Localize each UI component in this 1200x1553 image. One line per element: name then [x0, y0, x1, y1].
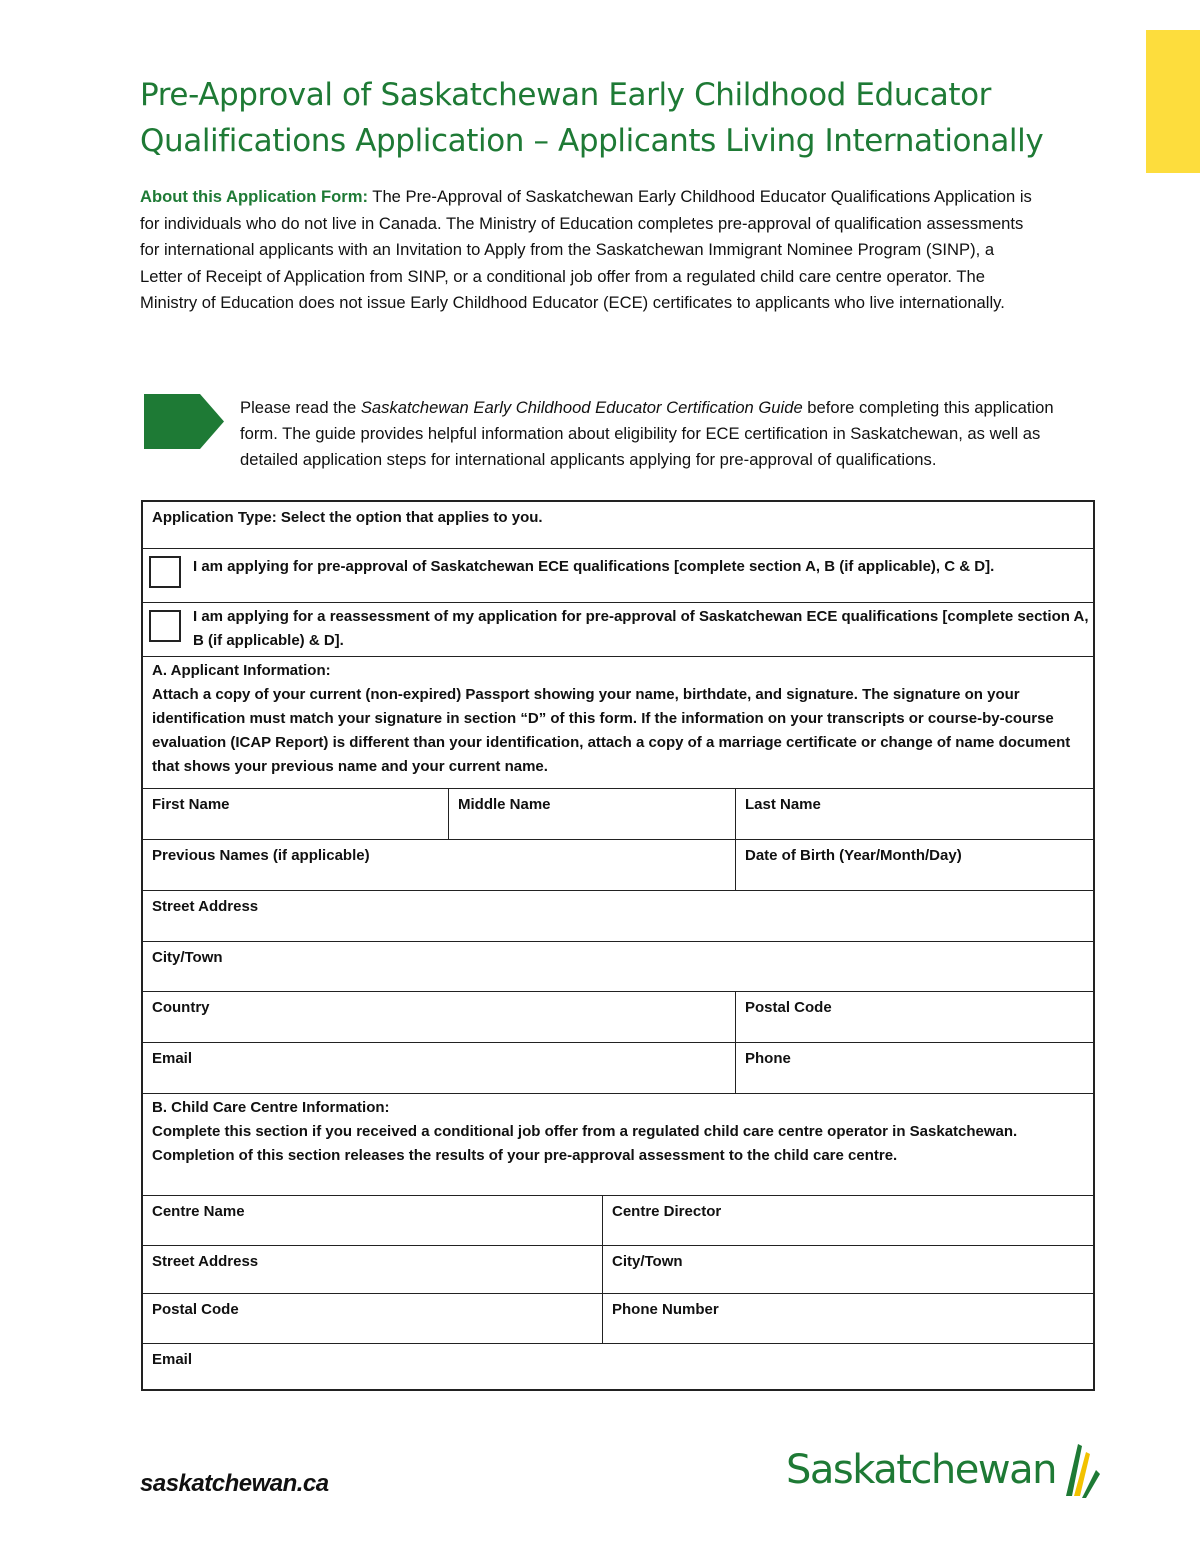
title-line-2: Qualifications Application – Applicants Living Internationally	[140, 123, 1044, 159]
section-b-instructions: Complete this section if you received a conditional job offer from a regulated child care centre operator in Saskatchewan. Completion of this section releases the results of your pre-approval assessment to the child care centre.	[152, 1123, 1018, 1164]
yellow-corner-tab	[1146, 30, 1200, 173]
previous-names-row	[143, 839, 1093, 890]
section-a-instructions: Attach a copy of your current (non-expired) Passport showing your name, birthdate, and signature. The signature on your identification must match your signature in section “D” of this form. If the information on your transcripts or course-by-course evaluation (ICAP Report) is different than your identification, attach a copy of a marriage certificate or change of name document that shows your previous name and your current name.	[152, 686, 1071, 775]
first-name-field[interactable]: First Name	[152, 796, 230, 813]
name-row	[143, 788, 1093, 839]
application-type-row	[143, 502, 1093, 548]
page-title	[140, 72, 1100, 164]
postal-code-field[interactable]: Postal Code	[735, 992, 1093, 1042]
centre-phone-field[interactable]: Phone Number	[602, 1294, 1093, 1343]
application-type-header: Application Type: Select the option that applies to you.	[152, 509, 543, 526]
previous-names-field[interactable]: Previous Names (if applicable)	[152, 847, 370, 864]
note-after: before completing this application form. The guide provides helpful information about eligibility for ECE certification in Saskatchewan, as well as detailed application steps for international applicants applying for pre-approval of qualifications.	[240, 398, 1054, 469]
logo-wordmark: Saskatchewan	[786, 1447, 1056, 1493]
centre-street-field[interactable]: Street Address	[152, 1253, 259, 1270]
option-preapproval-row	[143, 548, 1093, 602]
country-row	[143, 991, 1093, 1042]
centre-email-field[interactable]: Email	[152, 1351, 193, 1368]
option-preapproval-label: I am applying for pre-approval of Saskatchewan ECE qualifications [complete section A, B (if applicable), C & D].	[193, 558, 995, 575]
middle-name-field[interactable]: Middle Name	[448, 789, 735, 839]
centre-postal-row	[143, 1293, 1093, 1343]
arrow-pointer-icon	[144, 394, 224, 449]
centre-email-row	[143, 1343, 1093, 1389]
last-name-field[interactable]: Last Name	[735, 789, 1093, 839]
footer-url[interactable]: saskatchewan.ca	[140, 1470, 329, 1497]
centre-name-field[interactable]: Centre Name	[152, 1203, 245, 1220]
street-address-field[interactable]: Street Address	[152, 898, 259, 915]
city-row	[143, 941, 1093, 991]
section-b-intro	[143, 1094, 1093, 1195]
preapproval-checkbox[interactable]	[149, 556, 181, 588]
centre-city-field[interactable]: City/Town	[602, 1246, 1093, 1293]
note-before: Please read the	[240, 398, 361, 417]
application-form	[141, 500, 1095, 1391]
date-of-birth-field[interactable]: Date of Birth (Year/Month/Day)	[735, 840, 1093, 890]
about-paragraph	[140, 184, 1040, 317]
about-label: About this Application Form:	[140, 187, 368, 206]
section-a-header-row	[143, 656, 1093, 788]
option-reassessment-label: I am applying for a reassessment of my application for pre-approval of Saskatchewan ECE qualifications [complete section A, B (if applicable) & D].	[193, 608, 1089, 649]
city-town-field[interactable]: City/Town	[152, 949, 223, 966]
title-line-1: Pre-Approval of Saskatchewan Early Childhood Educator	[140, 77, 991, 113]
centre-postal-field[interactable]: Postal Code	[152, 1301, 239, 1318]
section-b-title: B. Child Care Centre Information:	[152, 1099, 390, 1116]
section-b-header-row	[143, 1093, 1093, 1195]
phone-field[interactable]: Phone	[735, 1043, 1093, 1093]
centre-director-field[interactable]: Centre Director	[602, 1196, 1093, 1245]
reassessment-checkbox[interactable]	[149, 610, 181, 642]
email-field[interactable]: Email	[152, 1050, 193, 1067]
section-a-title: A. Applicant Information:	[152, 662, 331, 679]
guide-title: Saskatchewan Early Childhood Educator Certification Guide	[360, 398, 803, 417]
guide-note	[240, 395, 1080, 473]
street-row	[143, 890, 1093, 941]
centre-address-row	[143, 1245, 1093, 1293]
centre-row	[143, 1195, 1093, 1245]
wheat-icon	[1060, 1440, 1102, 1500]
contact-row	[143, 1042, 1093, 1093]
option-reassessment-row	[143, 602, 1093, 656]
section-a-intro	[143, 657, 1093, 788]
saskatchewan-logo	[786, 1440, 1102, 1500]
about-text: The Pre-Approval of Saskatchewan Early Childhood Educator Qualifications Application is for individuals who do not live in Canada. The Ministry of Education completes pre-approval of qualification assessments for international applicants with an Invitation to Apply from the Saskatchewan Immigrant Nominee Program (SINP), a Letter of Receipt of Application from SINP, or a conditional job offer from a regulated child care centre operator. The Ministry of Education does not issue Early Childhood Educator (ECE) certificates to applicants who live internationally.	[140, 187, 1032, 312]
country-field[interactable]: Country	[152, 999, 210, 1016]
